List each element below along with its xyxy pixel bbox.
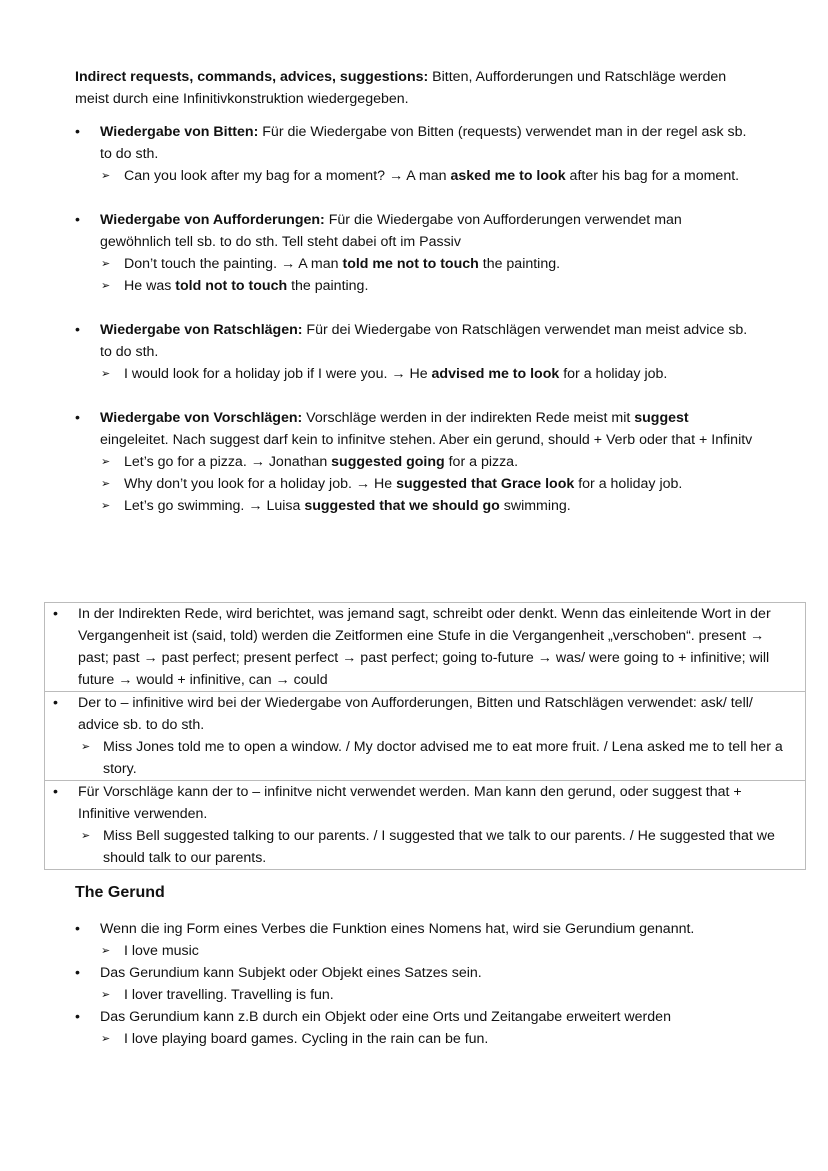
list-item <box>75 918 765 962</box>
arrow-bullet-icon: ➢ <box>101 258 111 270</box>
example-line <box>75 984 765 1006</box>
example-line <box>75 940 765 962</box>
list-item <box>75 209 755 297</box>
summary-row <box>45 691 805 780</box>
bold-text: Wiedergabe von Bitten: <box>100 124 259 140</box>
text-run: for a pizza. <box>444 454 519 470</box>
text-run: Bitten, Aufforderungen und Ratschläge werden meist durch eine Infinitivkonstruktion wiedergegeben. <box>75 69 727 107</box>
text-run: Für die Wiedergabe von Aufforderungen verwendet man gewöhnlich tell sb. to do sth. Tell steht dabei oft im Passiv <box>100 212 682 250</box>
list-item <box>75 962 765 1006</box>
bullet-icon: • <box>75 1009 80 1025</box>
summary-box <box>44 602 806 870</box>
intro-paragraph <box>75 66 755 110</box>
text-run: He was <box>124 278 176 294</box>
example-line <box>75 451 755 473</box>
arrow-bullet-icon: ➢ <box>101 1033 111 1045</box>
text-run: Miss Jones told me to open a window. / My doctor advised me to eat more fruit. / Lena asked me to tell her a story. <box>103 739 783 777</box>
bullet-paragraph <box>75 1006 765 1028</box>
example-line <box>53 736 797 780</box>
list-item <box>75 407 755 517</box>
text-run: I love music <box>124 943 199 959</box>
text-run: Das Gerundium kann z.B durch ein Objekt oder eine Orts und Zeitangabe erweitert werden <box>100 1009 671 1025</box>
gerund-heading: The Gerund <box>75 884 165 901</box>
bold-text: Wiedergabe von Ratschlägen: <box>100 322 303 338</box>
bold-text: suggested that Grace look <box>396 476 575 492</box>
bullet-paragraph <box>75 962 765 984</box>
arrow-bullet-icon: ➢ <box>101 280 111 292</box>
text-run: I lover travelling. Travelling is fun. <box>124 987 334 1003</box>
text-run: Wenn die ing Form eines Verbes die Funktion eines Nomens hat, wird sie Gerundium genannt. <box>100 921 695 937</box>
list-item <box>75 121 755 187</box>
bullet-paragraph <box>53 603 797 691</box>
arrow-bullet-icon: ➢ <box>101 945 111 957</box>
text-run: Für die Wiedergabe von Bitten (requests) verwendet man in der regel ask sb. to do sth. <box>100 124 747 162</box>
bullet-icon: • <box>75 212 80 228</box>
list-item <box>53 692 797 780</box>
bullet-icon: • <box>53 606 58 622</box>
example-line <box>75 275 755 297</box>
bullet-paragraph <box>53 692 797 736</box>
arrow-bullet-icon: ➢ <box>101 478 111 490</box>
text-run: Der to – infinitive wird bei der Wiedergabe von Aufforderungen, Bitten und Ratschlägen verwendet: ask/ tell/ advice sb. to do sth. <box>78 695 753 733</box>
text-run: eingeleitet. Nach suggest darf kein to infinitve stehen. Aber ein gerund, should + Verb oder that + Infinitv <box>100 432 753 448</box>
bold-text: Wiedergabe von Vorschlägen: <box>100 410 303 426</box>
text-run: Let’s go for a pizza. → Jonathan <box>124 454 332 470</box>
arrow-bullet-icon: ➢ <box>101 368 111 380</box>
list-item <box>53 603 797 691</box>
bold-text: suggested going <box>331 454 445 470</box>
example-line <box>75 165 755 187</box>
text-run: the painting. <box>287 278 369 294</box>
bold-text: suggest <box>634 410 689 426</box>
bold-text: Wiedergabe von Aufforderungen: <box>100 212 325 228</box>
text-run: I love playing board games. Cycling in the rain can be fun. <box>124 1031 489 1047</box>
bullet-icon: • <box>53 695 58 711</box>
arrow-bullet-icon: ➢ <box>81 830 91 842</box>
bold-text: advised me to look <box>431 366 560 382</box>
bold-text: told not to touch <box>175 278 288 294</box>
example-line <box>53 825 797 869</box>
bold-text: suggested that we should go <box>304 498 500 514</box>
text-run: Why don’t you look for a holiday job. → He <box>124 476 397 492</box>
arrow-bullet-icon: ➢ <box>101 989 111 1001</box>
bullet-icon: • <box>75 410 80 426</box>
text-run: I would look for a holiday job if I were you. → He <box>124 366 432 382</box>
text-run: Das Gerundium kann Subjekt oder Objekt eines Satzes sein. <box>100 965 482 981</box>
text-run: after his bag for a moment. <box>565 168 740 184</box>
list-item <box>75 319 755 385</box>
text-run: Für dei Wiedergabe von Ratschlägen verwendet man meist advice sb. to do sth. <box>100 322 748 360</box>
list-item <box>75 1006 765 1050</box>
bullet-icon: • <box>75 965 80 981</box>
example-line <box>75 495 755 517</box>
gerund-section <box>75 882 765 1050</box>
text-run: the painting. <box>478 256 561 272</box>
bullet-paragraph <box>75 918 765 940</box>
bullet-icon: • <box>75 322 80 338</box>
text-run: for a holiday job. <box>574 476 683 492</box>
summary-row <box>45 780 805 869</box>
reported-speech-sections <box>75 121 755 517</box>
bullet-paragraph <box>75 209 755 253</box>
bullet-paragraph <box>75 121 755 165</box>
bullet-paragraph <box>75 407 755 451</box>
bullet-paragraph <box>75 319 755 363</box>
example-line <box>75 1028 765 1050</box>
example-line <box>75 363 755 385</box>
arrow-bullet-icon: ➢ <box>101 500 111 512</box>
list-item <box>53 781 797 869</box>
arrow-bullet-icon: ➢ <box>81 741 91 753</box>
text-run: Vorschläge werden in der indirekten Rede meist mit <box>302 410 635 426</box>
text-run: Can you look after my bag for a moment? → A man <box>124 168 451 184</box>
arrow-bullet-icon: ➢ <box>101 170 111 182</box>
example-line <box>75 253 755 275</box>
bold-text: told me not to touch <box>342 256 479 272</box>
bullet-paragraph <box>53 781 797 825</box>
text-run: swimming. <box>499 498 571 514</box>
text-run: Don’t touch the painting. → A man <box>124 256 343 272</box>
example-line <box>75 473 755 495</box>
bullet-icon: • <box>75 921 80 937</box>
bold-text: asked me to look <box>450 168 566 184</box>
gerund-list <box>75 918 765 1050</box>
arrow-bullet-icon: ➢ <box>101 456 111 468</box>
bullet-icon: • <box>53 784 58 800</box>
text-run: for a holiday job. <box>559 366 668 382</box>
text-run: Let’s go swimming. → Luisa <box>124 498 305 514</box>
text-run: Miss Bell suggested talking to our parents. / I suggested that we talk to our parents. / He suggested that we should talk to our parents. <box>103 828 775 866</box>
bullet-icon: • <box>75 124 80 140</box>
document-body <box>75 66 755 517</box>
summary-row <box>45 603 805 691</box>
text-run: In der Indirekten Rede, wird berichtet, was jemand sagt, schreibt oder denkt. Wenn das einleitende Wort in der Vergangenheit ist (said, told) werden die Zeitformen eine Stufe in die Vergangenheit „verschoben“. present → past; past → past perfect; present perfect → past perfect; going to-future → was/ were going to + infinitive; will future → would + infinitive, can → could <box>78 606 771 688</box>
bold-text: Indirect requests, commands, advices, suggestions: <box>75 69 429 85</box>
text-run: Für Vorschläge kann der to – infinitve nicht verwendet werden. Man kann den gerund, oder suggest that + Infinitive verwenden. <box>78 784 742 822</box>
